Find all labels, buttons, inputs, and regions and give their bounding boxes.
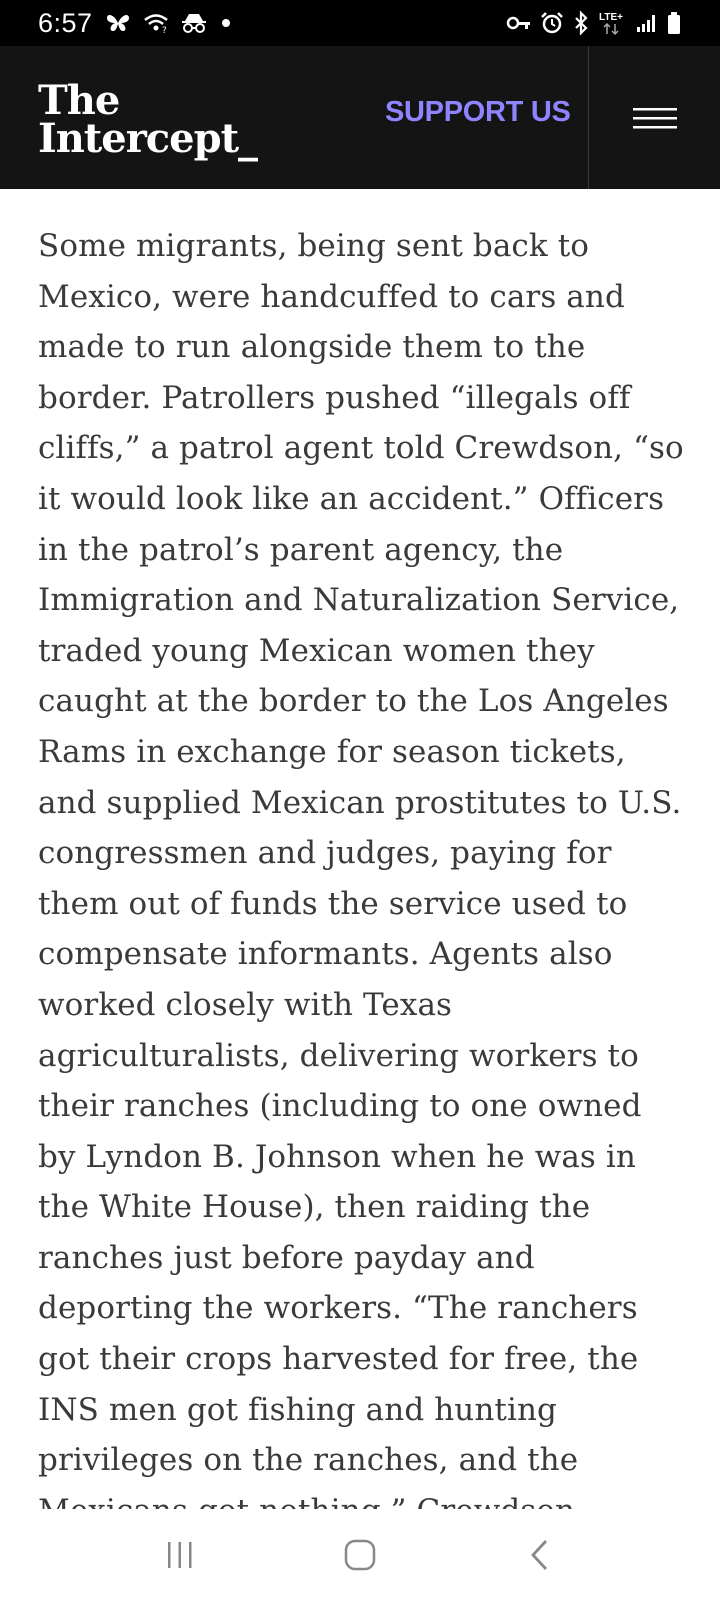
status-time: 6:57 bbox=[38, 7, 93, 38]
dot-icon bbox=[219, 16, 233, 30]
menu-button[interactable] bbox=[589, 46, 720, 189]
logo-line1: The bbox=[38, 77, 120, 124]
vpn-key-icon bbox=[506, 13, 532, 33]
site-logo[interactable] bbox=[38, 77, 258, 162]
recents-icon bbox=[165, 1540, 195, 1570]
home-icon bbox=[344, 1539, 376, 1571]
recents-button[interactable] bbox=[140, 1525, 220, 1585]
article-paragraph bbox=[38, 221, 688, 1587]
incognito-icon bbox=[181, 12, 207, 34]
status-left bbox=[38, 8, 233, 39]
alarm-icon bbox=[540, 11, 564, 35]
svg-text:?: ? bbox=[161, 26, 167, 36]
lte-icon bbox=[598, 10, 628, 36]
signal-icon bbox=[636, 12, 658, 34]
article-body bbox=[0, 189, 720, 1509]
lte-label: LTE+ bbox=[599, 12, 623, 23]
logo-line2: Intercept_ bbox=[38, 115, 258, 162]
status-right bbox=[506, 10, 682, 36]
butterfly-icon bbox=[105, 12, 131, 34]
hamburger-menu-icon bbox=[633, 106, 677, 130]
system-nav-bar bbox=[0, 1509, 720, 1600]
back-icon bbox=[529, 1539, 551, 1571]
back-button[interactable] bbox=[500, 1525, 580, 1585]
wifi-icon bbox=[143, 12, 169, 34]
status-bar bbox=[0, 0, 720, 46]
home-button[interactable] bbox=[320, 1525, 400, 1585]
battery-icon bbox=[666, 11, 682, 35]
bluetooth-icon bbox=[572, 11, 590, 35]
support-us-link[interactable]: SUPPORT US bbox=[385, 96, 571, 128]
paragraph-text: Some migrants, being sent back to Mexico, were handcuffed to cars and made to run alongside them to the border. Patrollers pushed “illegals off cliffs,” a patrol agent told Crewdson, “so it would look like an accident.” Officers in the patrol’s parent agency, the Immigration and Naturalization Service, traded young Mexican women they caught at the border to the Los Angeles Rams in exchange for season tickets, and supplied Mexican prostitutes to U.S. congressmen and judges, paying for them out of funds the service used to compensate informants. Agents also worked closely with Texas agriculturalists, delivering workers to their ranches (including to one owned by Lyndon B. Johnson when he was in the White House), then raiding the ranches just before payday and deporting the workers. “The ranchers got their crops harvested for free, the INS men got fishing and hunting privileges on the ranches, and the bbox=[38, 228, 684, 1479]
